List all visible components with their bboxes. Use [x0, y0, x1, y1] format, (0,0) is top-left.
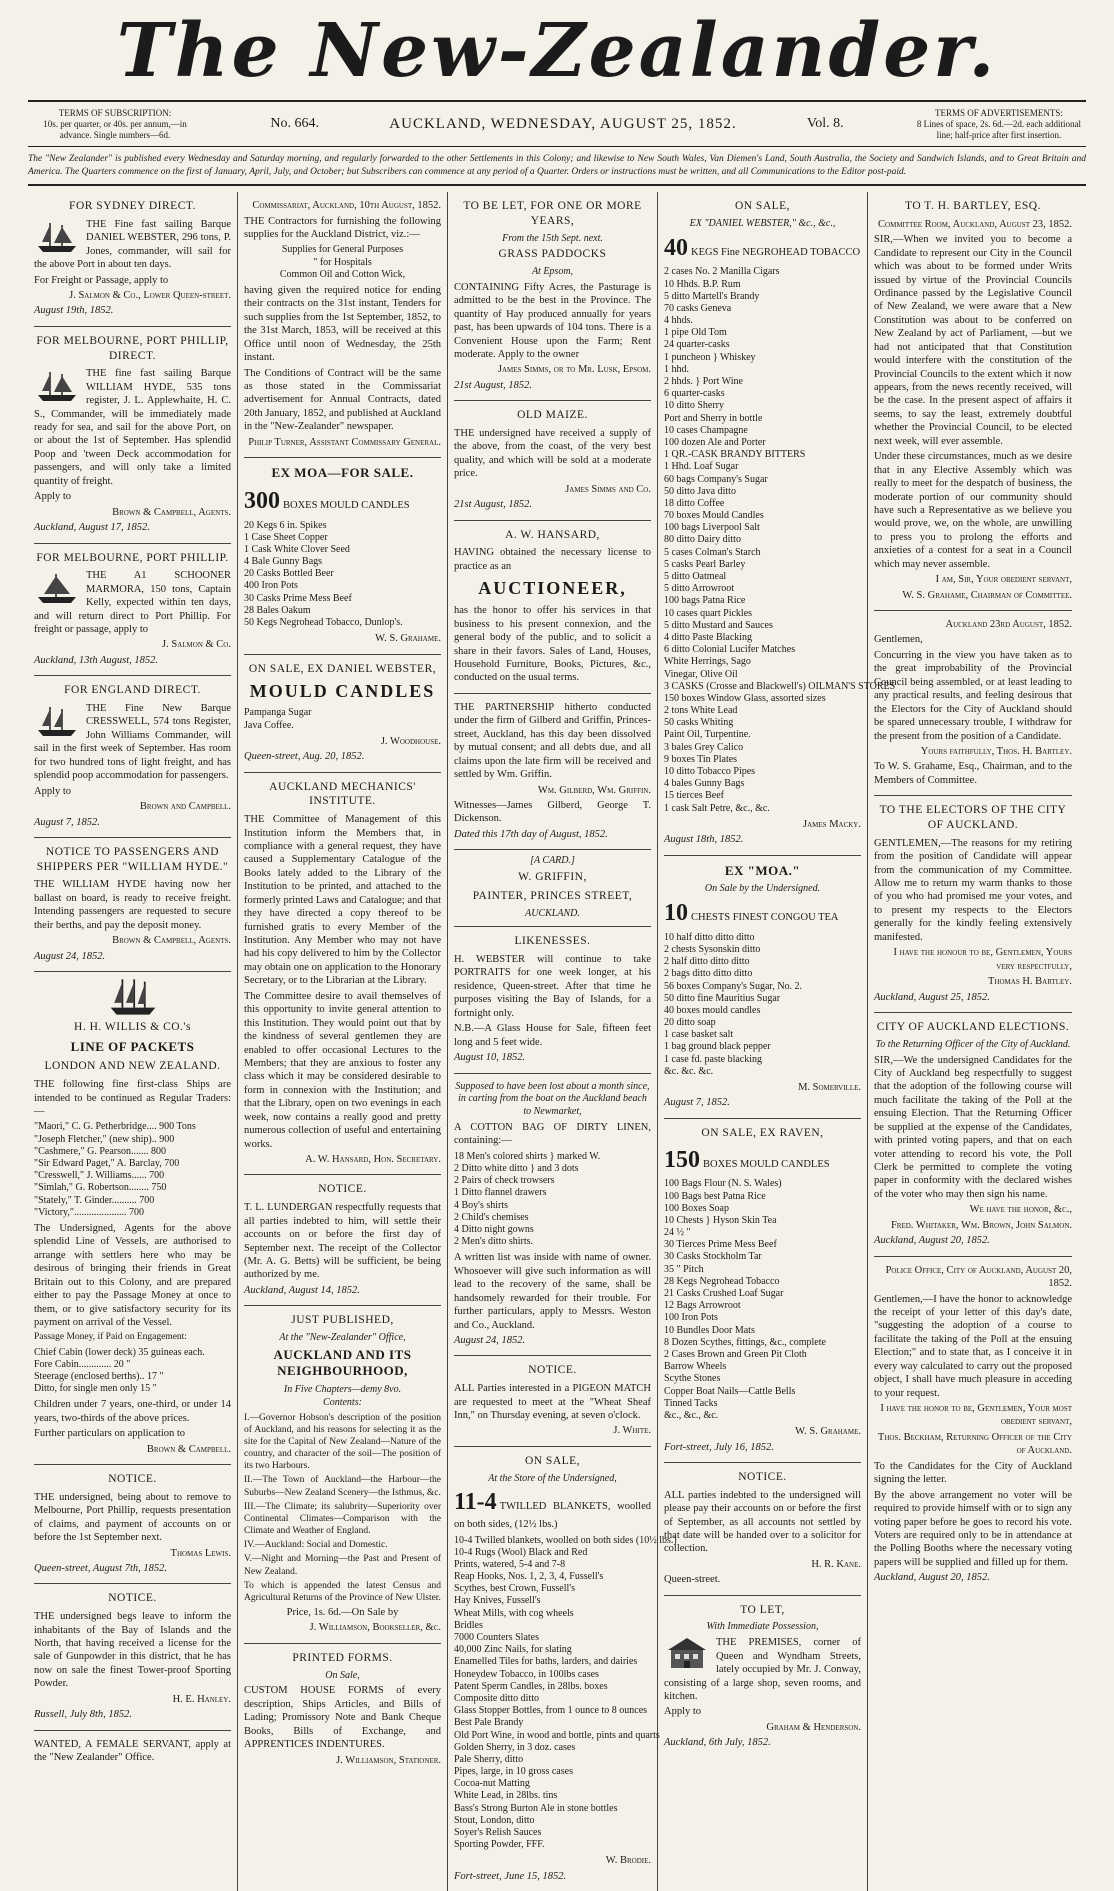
ad-macky-sale: ON SALE, EX "DANIEL WEBSTER," &c., &c., 40 KEGS Fine NEGROHEAD TOBACCO 2 cases No. 2 Manilla Cigars 10 Hhds. B.P. Rum 5 ditto Martell's Brandy 70 casks Geneva 4 hhds. 1 pipe Old Tom 24 quarter-casks 1 puncheon } Whiskey 1 hhd. 2 hhds. } Port Wine 6 quarter-casks 10 ditto Sherry Port and Sherry in bottle 10 cases Champagne 100 dozen Ale and Porter 1 QR.-CASK BRANDY BITTERS 1 Hhd. Loaf Sugar 60 bags Company's Sugar 50 ditto Java ditto 18 ditto Coffee 70 boxes Mould Candles 100 bags Liverpool Salt 80 ditto Dairy ditto 5 cases Colman's Starch 5 casks Pearl Barley 5 ditto Oatmeal 5 ditto Arrowroot 100 bags Patna Rice 10 cases quart Pickles 5 ditto Mustard and Sauces 4 ditto Paste Blacking 6 ditto Colonial Lucifer Matches White Herrings, Sago Vinegar, Olive Oil 3 CASKS (Crosse and Blackwell's) OILMAN'S STORES 150 boxes Window Glass, assorted sizes 2 tons White Lead 50 casks Whiting Paint Oil, Turpentine. 3 bales Grey Calico 9 boxes Tin Plates 10 ditto Tobacco Pipes 4 bales Gunny Bags 15 tierces Beef 1 cask Salt Petre, &c., &c. James Macky. August 18th, 1852. — [664, 192, 861, 856]
ad-sydney: FOR SYDNEY DIRECT. THE Fine fast sailing Barque DANIEL WEBSTER, 296 tons, P. Jones, commander, will sail for the above Port in about ten days. For Freight or Passage, apply to J. Salmon & Co., Lower Queen-street. August 19th, 1852. — [34, 192, 231, 327]
letter-to-electors: TO THE ELECTORS OF THE CITY OF AUCKLAND. GENTLEMEN,—The reasons for my retiring from the position of Candidate will appear from the communication of my Committee. Allow me to return my warm thanks to those of you who had promised me your votes, and to present my respects to the Electors generally for the kindly feeling extensively manifested. I have the honour to be, Gentlemen, Yours very respectfully, Thomas H. Bartley. Auckland, August 25, 1852. — [874, 796, 1072, 1013]
ad-printed-forms: PRINTED FORMS. On Sale, CUSTOM HOUSE FORMS of every description, Ships Articles, and Bills of Lading; Promissory Note and Bank Cheque Books, Bills of Exchange, and APPRENTICES INDENTURES. J. Williamson, Stationer. — [244, 1651, 441, 1766]
ad-brodie-store: ON SALE, At the Store of the Undersigned, 11-4 TWILLED BLANKETS, woolled on both sides, (12½ lbs.) 10-4 Twilled blankets, woolled on both sides (10½ lbs.) 10-4 Rugs (Wool) Black and Red Prints, watered, 5-4 and 7-8 Reap Hooks, Nos. 1, 2, 3, 4, Fussell's Scythes, best Crown, Fussell's Hay Knives, Fussell's Wheat Mills, with cog wheels Bridles 7000 Counters Slates 40,000 Zinc Nails, for slating Enamelled Tiles for baths, larders, and dairies Honeydew Tobacco, in 100lbs cases Patent Sperm Candles, in 28lbs. boxes Composite ditto ditto Glass Stopper Bottles, from 1 ounce to 8 ounces Best Pale Brandy Old Port Wine, in wood and bottle, pints and quarts Golden Sherry, in 3 doz. cases Pale Sherry, ditto Pipes, large, in 10 gross cases Cocoa-nut Matting White Lead, in 28lbs. tins Bass's Strong Burton Ale in stone bottles Stout, London, ditto Soyer's Relish Sauces Sporting Powder, FFF. W. Brodie. Fort-street, June 15, 1852. — [454, 1454, 677, 1882]
ad-to-let: TO LET, With Immediate Possession, THE PREMISES, corner of Queen and Wyndham Streets, lately occupied by Mr. J. Conway, consisting of a large shop, seven rooms, and kitchen. Apply to Graham & Henderson. Auckland, 6th July, 1852. — [664, 1603, 861, 1749]
ad-griffin-card: [A CARD.] W. GRIFFIN, PAINTER, PRINCES STREET, AUCKLAND. — [454, 850, 651, 927]
ship-icon — [34, 571, 80, 605]
ad-likenesses: LIKENESSES. H. WEBSTER will continue to take PORTRAITS for one week longer, at his residence, Queen-street. After that time he purposes visiting the Bay of Islands, for a fortnight only. N.B.—A Glass House for Sale, fifteen feet long and 5 feet wide. August 10, 1852. — [454, 927, 651, 1073]
volume-number: Vol. 8. — [806, 115, 844, 131]
ad-commissariat: Commissariat, Auckland, 10th August, 1852. THE Contractors for furnishing the following supplies for the Auckland District, viz.:— Supplies for General Purposes " for Hospitals Common Oil and Cotton Wick, having given the required notice for ending their contracts on the 31st instant, Tenders for such supplies from the 1st September, 1852, to the 31st March, 1853, will be received at this Office until noon of Wednesday, the 25th instant. The Conditions of Contract will be the same as those stated in the Commissariat advertisement for Annual Contracts, dated 20th January, 1852, and published at Auckland in the "New-Zealander" newspaper. Philip Turner, Assistant Commissary General. — [244, 192, 441, 458]
columns — [28, 192, 1086, 1891]
ad-kane-notice: NOTICE. ALL parties indebted to the undersigned will please pay their accounts on or before the first of September, as all accounts not settled by that date will be handed over to a solicitor for collection. H. R. Kane. Queen-street. — [664, 1463, 861, 1596]
ad-partnership: THE PARTNERSHIP hitherto conducted under the firm of Gilberd and Griffin, Princes-street, Auckland, has this day been dissolved by mutual consent; and all debts due, and all claims upon the late firm will be received and settled by Wm. Griffin. Wm. Gilberd, Wm. Griffin. Witnesses—James Gilberd, George T. Dickenson. Dated this 17th day of August, 1852. — [454, 694, 651, 850]
ship-icon — [34, 220, 80, 254]
ship-icon — [34, 369, 80, 403]
ad-raven: ON SALE, EX RAVEN, 150 BOXES MOULD CANDLES 100 Bags Flour (N. S. Wales) 100 Bags best Patna Rice 100 Boxes Soap 10 Chests } Hyson Skin Tea 24 ½ " 30 Tierces Prime Mess Beef 30 Casks Stockholm Tar 35 " Pitch 28 Kegs Negrohead Tobacco 21 Casks Crushed Loaf Sugar 12 Bags Arrowroot 100 Iron Pots 10 Bundles Door Mats 8 Dozen Scythes, fittings, &c., complete 2 Cases Brown and Green Pit Cloth Barrow Wheels Scythe Stones Copper Boat Nails—Cattle Bells Tinned Tacks &c., &c., &c. W. S. Grahame. Fort-street, July 16, 1852. — [664, 1119, 861, 1463]
letter-to-bartley: TO T. H. BARTLEY, ESQ. Committee Room, Auckland, August 23, 1852. SIR,—When we invited you to become a Candidate to represent our City in the Council which was about to be formed under Writs issued by virtue of the Provincial Councils Ordinance passed by the Legislative Council of New Zealand, we were aware that a New Constitution was about to be conferred on New Zealand by act of Parliament, —but we had not anticipated that that Constitution would interfere with the constitution of the Provincial Councils to the extent which it now appears, from the news recently received, will be the case. In the present aspect of affairs it seems, to say the least, extremely doubtful whether the Provincial Council, to be elected next week, will ever assemble. Under these circumstances, much as we desire that in any Elective Assembly which was really to meet for the despatch of business, the moderate portion of our community should have such a Representative as we believe you would prove, we, on the whole, are unwilling to press you to prolong the efforts and anxieties of a contest for a seat in a Council which may never assemble. I am, Sir, Your obedient servant, W. S. Grahame, Chairman of Committee. — [874, 192, 1072, 611]
publication-notice: The "New Zealander" is published every Wednesday and Saturday morning, and regularly forwarded to the other Settlements in this Colony; and likewise to New South Wales, Van Diemen's Land, South Australia, the Society and Sandwich Islands, and to Great Britain and America. The Quarters commence on the first of January, April, July, and October; but Subscribers can commence at any period of a Quarter. Orders or instructions must be written, and all Communications to the Editor post-paid. — [28, 147, 1086, 186]
fare-list: Chief Cabin (lower deck) 35 guineas each. Fore Cabin............. 20 " Steerage (enclosed berths).. 17 " Ditto, for single men only 15 " — [34, 1346, 205, 1395]
column-3 — [448, 192, 677, 1891]
subscription-terms: TERMS OF SUBSCRIPTION: 10s. per quarter, or 40s. per annum,—in advance. Single numbers—6d. — [43, 108, 187, 140]
column-4 — [658, 192, 896, 1891]
ad-notice-lewis: NOTICE. THE undersigned, being about to remove to Melbourne, Port Phillip, requests presentation of claims, and payment of accounts on or before the 1st September next. Thomas Lewis. Queen-street, August 7th, 1852. — [34, 1465, 231, 1584]
ad-passengers: NOTICE TO PASSENGERS AND SHIPPERS PER "WILLIAM HYDE." THE WILLIAM HYDE having now her ballast on board, is ready to receive freight. Intending passengers are requested to secure their berths, and pay the deposit money. Brown & Campbell, Agents. August 24, 1852. — [34, 838, 231, 972]
ad-pigeon-match: NOTICE. ALL Parties interested in a PIGEON MATCH are requested to meet at the "Wheat Sheaf Inn," on Thursday evening, at seven o'clock. J. White. — [454, 1356, 651, 1446]
ad-grass-paddocks: TO BE LET, FOR ONE OR MORE YEARS, From the 15th Sept. next. GRASS PADDOCKS At Epsom, CONTAINING Fifty Acres, the Pasturage is admitted to be the best in the Province. The quantity of Hay produced annually for years past, has been upwards of 104 tons. There is a Convenient House upon the Farm; Rent moderate. Apply to the owner James Simms, or to Mr. Lusk, Epsom. 21st August, 1852. — [454, 192, 651, 401]
ad-lost-linen: Supposed to have been lost about a month since, in carting from the boat on the Auckland beach to Newmarket, A COTTON BAG OF DIRTY LINEN, containing:— 18 Men's colored shirts } marked W. 2 Ditto white ditto } and 3 dots 2 Pairs of check trowsers 1 Ditto flannel drawers 4 Boy's shirts 2 Child's chemises 4 Ditto night gowns 2 Men's ditto shirts. A written list was inside with name of owner. Whosoever will give such information as will lead to the recovery of the same, shall be handsomely rewarded for their trouble. For further particulars, apply to Messrs. Weston and Co., Auckland. August 24, 1852. — [454, 1074, 651, 1357]
ship-icon — [34, 704, 80, 738]
ad-melbourne-direct: FOR MELBOURNE, PORT PHILLIP, DIRECT. THE fine fast sailing Barque WILLIAM HYDE, 535 tons register, J. L. Applewhaite, H. C. S., Commander, will be immediately made ready for sea, and sail for the above Port, on or about the 1st of September. Has splendid Poop and 'tween Deck accommodation for passengers, and will only take a limited quantity of freight. Apply to Brown & Campbell, Agents. Auckland, August 17, 1852. — [34, 327, 231, 544]
ad-somerville-moa: EX "MOA." On Sale by the Undersigned. 10 CHESTS FINEST CONGOU TEA 10 half ditto ditto ditto 2 chests Sysonskin ditto 2 half ditto ditto ditto 2 bags ditto ditto ditto 56 boxes Company's Sugar, No. 2. 50 ditto fine Mauritius Sugar 40 boxes mould candles 20 ditto soap 1 case basket salt 1 bag ground black pepper 1 case fd. paste blacking &c. &c. &c. M. Somerville. August 7, 1852. — [664, 856, 861, 1119]
column-5 — [868, 192, 1078, 1891]
issue-date: AUCKLAND, WEDNESDAY, AUGUST 25, 1852. — [389, 116, 737, 133]
ad-auctioneer: A. W. HANSARD, HAVING obtained the necessary license to practice as an AUCTIONEER, has the honor to offer his services in that business to his present connexion, and the general body of the public, and to solicit a share in their favors. Sales of Land, Houses, Household Furniture, Books, Pictures, &c., conducted on the usual terms. — [454, 521, 651, 694]
ad-ex-moa: EX MOA—FOR SALE. 300 BOXES MOULD CANDLES 20 Kegs 6 in. Spikes 1 Case Sheet Copper 1 Cask White Clover Seed 4 Bale Gunny Bags 20 Casks Bottled Beer 400 Iron Pots 30 Casks Prime Mess Beef 28 Bales Oakum 50 Kegs Negrohead Tobacco, Dunlop's. W. S. Grahame. — [244, 458, 441, 654]
column-2 — [238, 192, 448, 1891]
ad-willis-packets: H. H. WILLIS & CO.'s LINE OF PACKETS LONDON AND NEW ZEALAND. THE following fine first-class Ships are intended to be continued as Regular Traders:— "Maori," C. G. Petherbridge.... 900 Tons "Joseph Fletcher," (new ship).. 900 "Cashmere," G. Pearson....... 800 "Sir Edward Paget," A. Barclay, 700 "Cresswell," J. Williams...... 700 "Simlah," G. Robertson........ 750 "Stately," T. Ginder.......... 700 "Victory,"..................... 700 The Undersigned, Agents for the above splendid Line of Vessels, are authorised to arrange with settlers here who may be desirous of bringing their friends in Great Britain out to this Colony, and are prepared either to pay the Passage Money at once to them, or to give satisfactory security for its payment on arrival of the Vessel. Passage Money, if Paid on Engagement: Chief Cabin (lower deck) 35 guineas each. Fore Cabin............. 20 " Steerage (enclosed berths).. 17 " Ditto, for single men only 15 " Children under 7 years, one-third, or under 14 years, two-thirds of the above prices. Further particulars on application to Brown & Campbell. — [34, 972, 231, 1465]
house-icon — [664, 1636, 710, 1670]
ship-icon — [98, 977, 168, 1017]
ad-england: FOR ENGLAND DIRECT. THE Fine New Barque CRESSWELL, 574 tons Register, John Williams Commander, will sail in the first week of September. Has room for two hundred tons of light freight, and has splendid poop accommodation for passengers. Apply to Brown and Campbell. August 7, 1852. — [34, 676, 231, 838]
city-elections: CITY OF AUCKLAND ELECTIONS. To the Returning Officer of the City of Auckland. SIR,—We the undersigned Candidates for the City of Auckland beg respectfully to suggest that the adoption of the following course will much facilitate the taking of the Poll at the ensuing Election. That the Returning Officer be supplied at the expense of the Candidates, with printed voting papers, and that on each voter attending to record his vote, the Poll Clerk be permitted to complete the voting paper in conformity with the declared wishes of the voter who may then sign his name. We have the honor, &c., Fred. Whitaker, Wm. Brown, John Salmon. Auckland, August 20, 1852. — [874, 1013, 1072, 1257]
dateline — [28, 100, 1086, 147]
police-office-reply: Police Office, City of Auckland, August 20, 1852. Gentlemen,—I have the honor to acknowledge the receipt of your letter of this day's date, "suggesting the adoption of a course to facilitate the taking of the Poll at the ensuing Election;" and to state that, as I conceive it in every way calculated to carry out the proposed object, I shall have much pleasure in acceding to your request. I have the honor to be, Gentlemen, Your most obedient servant, Thos. Beckham, Returning Officer of the City of Auckland. To the Candidates for the City of Auckland signing the letter. By the above arrangement no voter will be required to provide himself with or to sign any voting paper before he goes to record his vote. Voters are required only to be in attendance at the Polling Booths where the necessary voting papers will be supplied and filled up for them. Auckland, August 20, 1852. — [874, 1264, 1072, 1584]
masthead-title: The New-Zealander. — [116, 8, 998, 94]
issue-number: No. 664. — [270, 115, 319, 131]
ad-webster-candles: ON SALE, EX DANIEL WEBSTER, MOULD CANDLES Pampanga Sugar Java Coffee. J. Woodhouse. Queen-street, Aug. 20, 1852. — [244, 655, 441, 773]
ad-melbourne-schooner: FOR MELBOURNE, PORT PHILLIP. THE A1 SCHOONER MARMORA, 150 tons, Captain Kelly, expected within ten days, and will return direct to Port Phillip. For freight or passage, apply to J. Salmon & Co. Auckland, 13th August, 1852. — [34, 544, 231, 677]
advertisement-terms: TERMS OF ADVERTISEMENTS: 8 Lines of space, 2s. 6d.—2d. each additional line; half-price after first insertion. — [916, 108, 1082, 140]
ad-old-maize: OLD MAIZE. THE undersigned have received a supply of the above, from the coast, of the very best quality, and which will be sold at a moderate price. James Simms and Co. 21st August, 1852. — [454, 401, 651, 520]
ad-notice-lundergan: NOTICE. T. L. LUNDERGAN respectfully requests that all parties indebted to him, will settle their accounts on or before the first day of September next. The receipt of the Collector (Mr. A. G. Betts) will be sufficient, be being authorized by me. Auckland, August 14, 1852. — [244, 1175, 441, 1306]
column-1 — [28, 192, 238, 1891]
ship-list: "Maori," C. G. Petherbridge.... 900 Tons "Joseph Fletcher," (new ship).. 900 "Cashmere," G. Pearson....... 800 "Sir Edward Paget," A. Barclay, 700 "Cresswell," J. Williams...... 700 "Simlah," G. Robertson........ 750 "Stately," T. Ginder.......... 700 "Victory,"..................... 700 — [34, 1121, 196, 1218]
ad-mechanics-institute: AUCKLAND MECHANICS' INSTITUTE. THE Committee of Management of this Institution inform the Members that, in compliance with a general request, they have caused a Supplementary Catalogue of the Books lately added to the Library of the Institution to be printed, and attached to the formerly printed Laws and Catalogue; and that they have directed a copy thereof to be furnished gratis to every Member of the Institution. Any Member who may not have had his copy delivered to him by the Collector may obtain one on application to the Honorary Secretary, or to the Librarian at the Library. The Committee desire to avail themselves of this opportunity to invite general attention to this Institution. They would point out that by the kindness of several gentlemen they are enabled to offer occasional Lectures to the Members; that they are anxious to foster any class which it may be considered desirable to form in connexion with the Institution; and that the Library, open on two evenings in each week, now contains a really good and pretty numerous collection of useful and entertaining works. A. W. Hansard, Hon. Secretary. — [244, 773, 441, 1176]
ad-wanted: WANTED, A FEMALE SERVANT, apply at the "New Zealander" Office. — [34, 1738, 231, 1764]
letter-bartley-reply: Auckland 23rd August, 1852. Gentlemen, Concurring in the view you have taken as to the great improbability of the Provincial Council being assembled, or at least leading to any practical results, and feeling desirous that the Electors for the City of Auckland should be spared unnecessary trouble, I withdraw for the present from the position of a Candidate. Yours faithfully, Thos. H. Bartley. To W. S. Grahame, Esq., Chairman, and to the Members of Committee. — [874, 611, 1072, 796]
ad-book: JUST PUBLISHED, At the "New-Zealander" Office, AUCKLAND AND ITS NEIGHBOURHOOD, In Five Chapters—demy 8vo. Contents: I.—Governor Hobson's description of the position of Auckland, and his reasons for selecting it as the site for the Capital of New Zealand—Nature of the country, and character of the soil—The position of its two Harbours. II.—The Town of Auckland—the Harbour—the Suburbs—New Zealand Scenery—the Isthmus, &c. III.—The Climate; its salubrity—Superiority over Continental Climates—Comparison with the Climate and Weather of England. IV.—Auckland: Social and Domestic. V.—Night and Morning—the Past and Present of New Zealand. To which is appended the latest Census and Agricultural Returns of the Province of New Ulster. Price, 1s. 6d.—On Sale by J. Williamson, Bookseller, &c. — [244, 1306, 441, 1644]
ad-notice-hanley: NOTICE. THE undersigned begs leave to inform the inhabitants of the Bay of Islands and the North, that having received a license for the sale of Gunpowder in this district, that he has now on sale the finest Tower-proof Sporting Powder. H. E. Hanley. Russell, July 8th, 1852. — [34, 1584, 231, 1730]
